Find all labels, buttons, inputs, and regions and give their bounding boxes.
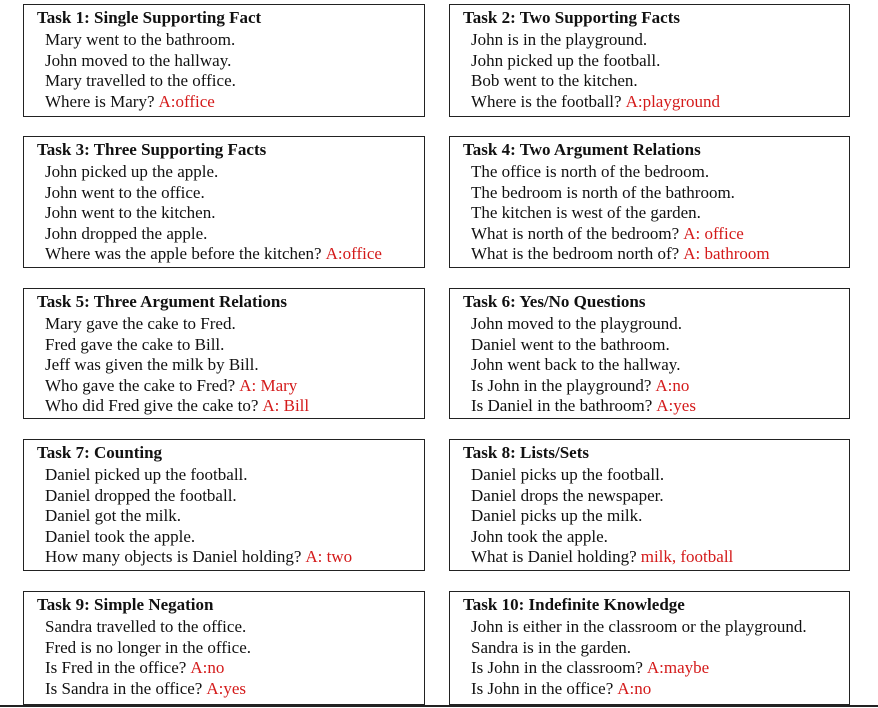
line-text: Bob went to the kitchen. bbox=[471, 71, 638, 90]
answer-text: A: Mary bbox=[239, 375, 298, 395]
question-line bbox=[450, 396, 849, 417]
task-title: Task 8: Lists/Sets bbox=[463, 443, 589, 462]
line-text: John dropped the apple. bbox=[45, 223, 208, 243]
story-line bbox=[450, 355, 849, 376]
story-line bbox=[24, 203, 424, 224]
question-line bbox=[24, 679, 424, 700]
answer-text: A:playground bbox=[625, 91, 721, 111]
line-text: How many objects is Daniel holding? bbox=[45, 547, 302, 566]
line-text: Jeff was given the milk by Bill. bbox=[45, 355, 259, 374]
line-text: Daniel drops the newspaper. bbox=[471, 485, 664, 505]
story-line bbox=[450, 314, 849, 335]
line-text: John went back to the hallway. bbox=[471, 355, 681, 374]
answer-text: A:no bbox=[655, 375, 690, 395]
task-title: Task 10: Indefinite Knowledge bbox=[463, 595, 685, 614]
question-line bbox=[24, 396, 424, 417]
question-line bbox=[24, 376, 424, 397]
story-line bbox=[24, 506, 424, 527]
story-line bbox=[450, 71, 849, 92]
story-line bbox=[450, 506, 849, 527]
task-title: Task 9: Simple Negation bbox=[37, 595, 214, 614]
question-line bbox=[450, 679, 849, 700]
question-line bbox=[24, 547, 424, 568]
answer-text: A: office bbox=[683, 223, 744, 243]
line-text: Where is the football? bbox=[471, 91, 622, 111]
story-line bbox=[24, 638, 424, 659]
answer-text: A:no bbox=[617, 678, 652, 698]
task-box-8 bbox=[449, 439, 850, 571]
story-line bbox=[24, 486, 424, 507]
answer-text: milk, football bbox=[640, 547, 734, 566]
line-text: Daniel dropped the football. bbox=[45, 485, 237, 505]
question-line bbox=[450, 547, 849, 568]
story-line bbox=[24, 617, 424, 638]
task-box-9 bbox=[23, 591, 425, 705]
question-line bbox=[450, 658, 849, 679]
line-text: Fred is no longer in the office. bbox=[45, 637, 252, 657]
line-text: The office is north of the bedroom. bbox=[471, 162, 710, 181]
line-text: Daniel picked up the football. bbox=[45, 465, 248, 484]
bottom-rule bbox=[0, 705, 878, 707]
question-line bbox=[450, 92, 849, 113]
answer-text: A: two bbox=[305, 547, 353, 566]
task-box-5 bbox=[23, 288, 425, 419]
story-line bbox=[450, 486, 849, 507]
line-text: Where was the apple before the kitchen? bbox=[45, 244, 322, 263]
line-text: John picked up the football. bbox=[471, 50, 661, 70]
story-line bbox=[24, 51, 424, 72]
line-text: Is Fred in the office? bbox=[45, 658, 187, 677]
line-text: Mary gave the cake to Fred. bbox=[45, 314, 236, 333]
question-line bbox=[450, 244, 849, 265]
line-text: Who gave the cake to Fred? bbox=[45, 375, 236, 395]
story-line bbox=[24, 314, 424, 335]
line-text: What is Daniel holding? bbox=[471, 547, 637, 566]
line-text: John went to the office. bbox=[45, 182, 205, 202]
line-text: The bedroom is north of the bathroom. bbox=[471, 182, 735, 202]
story-line bbox=[24, 30, 424, 51]
line-text: Daniel got the milk. bbox=[45, 506, 181, 525]
story-line bbox=[450, 203, 849, 224]
task-box-10 bbox=[449, 591, 850, 705]
task-title: Task 5: Three Argument Relations bbox=[37, 292, 287, 311]
story-line bbox=[450, 617, 849, 638]
line-text: Daniel picks up the football. bbox=[471, 465, 665, 484]
line-text: John is in the playground. bbox=[471, 30, 648, 49]
task-title: Task 1: Single Supporting Fact bbox=[37, 8, 262, 27]
question-line bbox=[24, 244, 424, 265]
story-line bbox=[24, 355, 424, 376]
story-line bbox=[450, 638, 849, 659]
line-text: John moved to the hallway. bbox=[45, 50, 232, 70]
answer-text: A:office bbox=[325, 244, 382, 263]
line-text: Where is Mary? bbox=[45, 91, 155, 111]
story-line bbox=[24, 71, 424, 92]
line-text: Is Sandra in the office? bbox=[45, 678, 203, 698]
story-line bbox=[450, 30, 849, 51]
line-text: Mary travelled to the office. bbox=[45, 71, 236, 90]
question-line bbox=[450, 376, 849, 397]
line-text: Daniel went to the bathroom. bbox=[471, 334, 670, 354]
answer-text: A:yes bbox=[656, 396, 696, 415]
story-line bbox=[450, 335, 849, 356]
story-line bbox=[24, 527, 424, 548]
line-text: The kitchen is west of the garden. bbox=[471, 203, 701, 222]
line-text: Daniel took the apple. bbox=[45, 526, 196, 546]
task-box-3 bbox=[23, 136, 425, 268]
story-line bbox=[450, 183, 849, 204]
line-text: John went to the kitchen. bbox=[45, 203, 216, 222]
story-line bbox=[450, 527, 849, 548]
line-text: Daniel picks up the milk. bbox=[471, 506, 643, 525]
line-text: John took the apple. bbox=[471, 526, 608, 546]
task-box-2 bbox=[449, 4, 850, 117]
task-title: Task 2: Two Supporting Facts bbox=[463, 8, 680, 27]
story-line bbox=[24, 162, 424, 183]
task-box-7 bbox=[23, 439, 425, 571]
task-title: Task 4: Two Argument Relations bbox=[463, 140, 701, 159]
line-text: What is north of the bedroom? bbox=[471, 223, 680, 243]
line-text: Sandra travelled to the office. bbox=[45, 617, 247, 636]
task-box-4 bbox=[449, 136, 850, 268]
answer-text: A:no bbox=[190, 658, 225, 677]
story-line bbox=[24, 465, 424, 486]
story-line bbox=[450, 465, 849, 486]
line-text: John moved to the playground. bbox=[471, 314, 683, 333]
answer-text: A:maybe bbox=[646, 658, 710, 677]
answer-text: A: bathroom bbox=[683, 244, 770, 263]
line-text: Is John in the classroom? bbox=[471, 658, 643, 677]
task-title: Task 3: Three Supporting Facts bbox=[37, 140, 267, 159]
task-box-6 bbox=[449, 288, 850, 419]
story-line bbox=[24, 183, 424, 204]
answer-text: A: Bill bbox=[262, 396, 310, 415]
line-text: Mary went to the bathroom. bbox=[45, 30, 236, 49]
task-box-1 bbox=[23, 4, 425, 117]
line-text: Sandra is in the garden. bbox=[471, 637, 632, 657]
story-line bbox=[24, 224, 424, 245]
question-line bbox=[450, 224, 849, 245]
line-text: Fred gave the cake to Bill. bbox=[45, 334, 225, 354]
line-text: Is John in the playground? bbox=[471, 375, 652, 395]
line-text: John picked up the apple. bbox=[45, 162, 219, 181]
answer-text: A:yes bbox=[206, 678, 247, 698]
story-line bbox=[450, 162, 849, 183]
task-title: Task 6: Yes/No Questions bbox=[463, 292, 646, 311]
question-line bbox=[24, 92, 424, 113]
line-text: Is Daniel in the bathroom? bbox=[471, 396, 653, 415]
line-text: Is John in the office? bbox=[471, 678, 614, 698]
story-line bbox=[450, 51, 849, 72]
line-text: John is either in the classroom or the playground. bbox=[471, 617, 807, 636]
answer-text: A:office bbox=[158, 91, 215, 111]
question-line bbox=[24, 658, 424, 679]
story-line bbox=[24, 335, 424, 356]
task-title: Task 7: Counting bbox=[37, 443, 163, 462]
line-text: What is the bedroom north of? bbox=[471, 244, 680, 263]
line-text: Who did Fred give the cake to? bbox=[45, 396, 259, 415]
